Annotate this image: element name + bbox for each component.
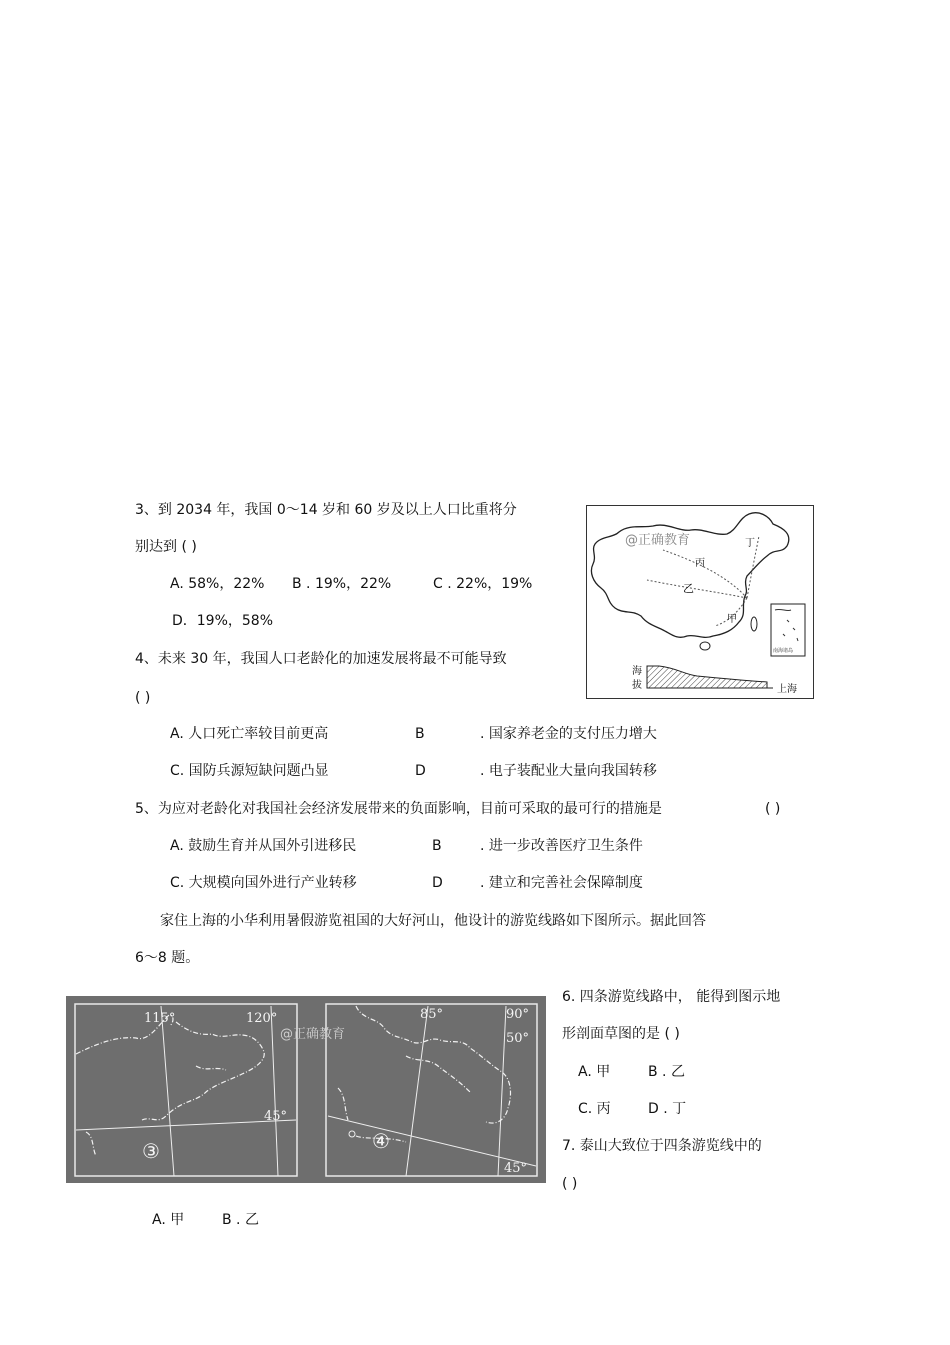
route-bing-label: 丙 <box>695 558 705 569</box>
q5-option-d-letter: D <box>432 875 443 891</box>
q3-stem-line1: 3、到 2034 年，我国 0～14 岁和 60 岁及以上人口比重将分 <box>135 502 517 518</box>
panel-4-number: ④ <box>372 1129 390 1153</box>
region-maps-figure <box>66 996 546 1183</box>
q6-option-b: B . 乙 <box>648 1064 685 1080</box>
q6-stem-line2: 形剖面草图的是 ( ) <box>562 1026 680 1042</box>
q5-paren: ( ) <box>765 801 781 817</box>
route-bing-line <box>663 550 747 598</box>
panel-3 <box>75 1004 297 1176</box>
q6-option-d: D . 丁 <box>648 1101 687 1117</box>
fig-watermark: @正确教育 <box>280 1027 346 1042</box>
panel-4-lon-90: 90° <box>506 1007 530 1022</box>
q3-option-d: D．19%，58% <box>172 613 274 629</box>
q3-option-a: A. 58%，22% <box>170 576 265 592</box>
intro-line2: 6～8 题。 <box>135 950 200 966</box>
q5-stem: 5、为应对老龄化对我国社会经济发展带来的负面影响，目前可采取的最可行的措施是 <box>135 801 662 817</box>
inset-label: 南海诸岛 <box>773 648 794 654</box>
q6-option-c: C. 丙 <box>578 1101 611 1117</box>
q4-option-c: C. 国防兵源短缺问题凸显 <box>170 763 329 779</box>
q7-option-a: A. 甲 <box>152 1212 185 1228</box>
q4-option-a: A. 人口死亡率较目前更高 <box>170 726 329 742</box>
panel-4-lat-50: 50° <box>506 1031 530 1046</box>
panel-3-lon-120: 120° <box>246 1011 278 1026</box>
profile-shanghai-label: 上海 <box>777 684 797 695</box>
panel-4-lon-85: 85° <box>420 1007 444 1022</box>
route-ding-label: 丁 <box>745 538 755 549</box>
panel-3-number: ③ <box>142 1139 160 1163</box>
q3-stem-line2: 别达到 ( ) <box>135 539 197 555</box>
q7-stem-line2: ( ) <box>562 1176 578 1192</box>
region-maps-svg <box>66 996 546 1183</box>
q7-stem-line1: 7. 泰山大致位于四条游览线中的 <box>562 1138 762 1154</box>
q6-option-a: A. 甲 <box>578 1064 611 1080</box>
q3-option-c: C . 22%，19% <box>433 576 533 592</box>
q4-option-d-text: . 电子装配业大量向我国转移 <box>480 763 657 779</box>
panel-3-lon-115: 115° <box>144 1011 176 1026</box>
route-yi-line <box>647 580 747 598</box>
q7-option-b: B . 乙 <box>222 1212 259 1228</box>
profile-shape <box>647 666 767 688</box>
q4-option-b-letter: B <box>415 726 425 742</box>
panel-4-lat-45: 45° <box>504 1161 528 1176</box>
profile-label-ba: 拔 <box>632 680 642 691</box>
panel-3-lat-45: 45° <box>264 1109 288 1124</box>
q4-stem-line2: ( ) <box>135 690 151 706</box>
q3-option-b: B . 19%，22% <box>292 576 392 592</box>
china-outline <box>591 513 788 638</box>
china-route-map <box>586 505 814 699</box>
map-watermark: @正确教育 <box>625 533 691 548</box>
q5-option-b-text: . 进一步改善医疗卫生条件 <box>480 838 643 854</box>
q5-option-b-letter: B <box>432 838 442 854</box>
q6-stem-line1: 6. 四条游览线路中， 能得到图示地 <box>562 989 781 1005</box>
q5-option-a: A. 鼓励生育并从国外引进移民 <box>170 838 357 854</box>
q4-stem-line1: 4、未来 30 年，我国人口老龄化的加速发展将最不可能导致 <box>135 651 507 667</box>
q5-option-c: C. 大规模向国外进行产业转移 <box>170 875 357 891</box>
intro-line1: 家住上海的小华利用暑假游览祖国的大好河山，他设计的游览线路如下图所示。据此回答 <box>160 913 706 929</box>
china-route-map-svg <box>587 506 813 698</box>
q4-option-b-text: . 国家养老金的支付压力增大 <box>480 726 657 742</box>
profile-label-hai: 海 <box>632 666 642 677</box>
q4-option-d-letter: D <box>415 763 426 779</box>
taiwan-island <box>751 617 757 631</box>
q5-option-d-text: . 建立和完善社会保障制度 <box>480 875 643 891</box>
route-jia-label: 甲 <box>727 614 737 625</box>
hainan-island <box>700 642 710 650</box>
route-yi-label: 乙 <box>683 582 694 595</box>
